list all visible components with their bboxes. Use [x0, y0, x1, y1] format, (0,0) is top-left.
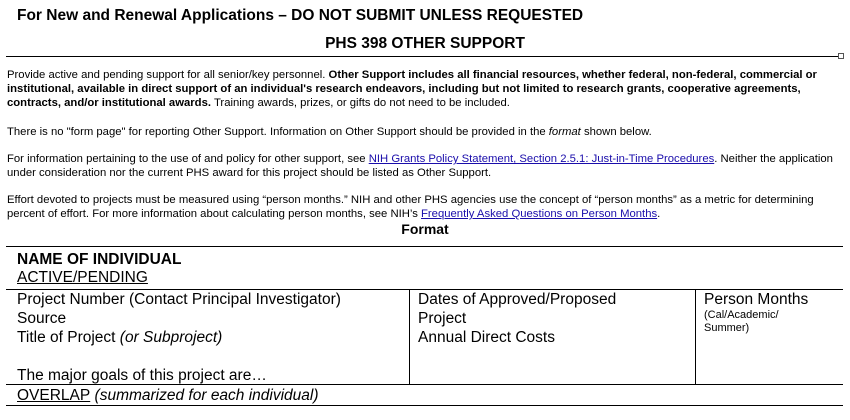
- annual-direct-costs-label: Annual Direct Costs: [418, 329, 555, 346]
- p1-bold-text: Other Support includes all financial resources, whether federal, non-federal, commercial or institutional, available in direct support of an individual's research endeavors, including but not limited to research grants, cooperative agreements, contracts, and/or institutional awards.: [7, 69, 817, 109]
- p3-tail-text: . Neither the application under consideration nor the current PHS award for this project should be listed as Other Support.: [7, 153, 833, 179]
- p2-lead-text: There is no "form page" for reporting Other Support. Information on Other Support should be provided in the: [7, 126, 549, 138]
- resize-handle-icon[interactable]: [838, 53, 844, 59]
- column-divider-1: [409, 289, 410, 384]
- format-top-rule: [6, 246, 843, 247]
- p1-tail-text: Training awards, prizes, or gifts do not need to be included.: [211, 97, 510, 109]
- format-heading: Format: [401, 221, 449, 237]
- person-months-subtypes: (Cal/Academic/ Summer): [704, 309, 779, 334]
- intro-paragraph-policy: [7, 152, 843, 180]
- overlap-row: [17, 386, 319, 405]
- intro-paragraph-effort: [7, 193, 843, 221]
- major-goals-label: The major goals of this project are…: [17, 367, 267, 384]
- p4-tail-text: .: [657, 208, 661, 220]
- project-label: Project: [418, 310, 467, 327]
- header-divider: [6, 56, 843, 57]
- grants-policy-link[interactable]: NIH Grants Policy Statement, Section 2.5.1: Just-in-Time Procedures: [368, 153, 715, 165]
- name-of-individual-label: NAME OF INDIVIDUAL: [17, 251, 182, 268]
- overlap-bottom-rule: [6, 405, 843, 406]
- dates-label: Dates of Approved/Proposed: [418, 291, 617, 308]
- project-title-italic: (or Subproject): [119, 329, 223, 346]
- intro-paragraph-format: [7, 125, 843, 139]
- p2-tail-text: shown below.: [580, 126, 652, 138]
- column-divider-2: [695, 289, 696, 384]
- p3-lead-text: For information pertaining to the use of and policy for other support, see: [7, 153, 369, 165]
- overlap-note: (summarized for each individual): [90, 387, 319, 404]
- active-pending-label: ACTIVE/PENDING: [17, 269, 148, 286]
- p1-lead-text: Provide active and pending support for all senior/key personnel.: [7, 69, 329, 81]
- project-title-lead: Title of Project: [17, 329, 120, 346]
- p2-italic-text: format: [548, 126, 581, 138]
- intro-paragraph-active-pending: [7, 68, 843, 110]
- source-label: Source: [17, 310, 67, 327]
- project-number-label: Project Number (Contact Principal Investigator): [17, 291, 341, 308]
- header-notice: For New and Renewal Applications – DO NOT SUBMIT UNLESS REQUESTED: [17, 7, 584, 24]
- person-months-label: Person Months: [704, 291, 809, 308]
- p4-lead-text: Effort devoted to projects must be measured using “person months.” NIH and other PHS agencies use the concept of “person months” as a metric for determining percent of effort. For more information about calculating person months, see NIH’s: [7, 194, 814, 220]
- person-months-faq-link[interactable]: Frequently Asked Questions on Person Months: [421, 208, 658, 220]
- overlap-label: OVERLAP: [17, 387, 91, 404]
- project-title-label: [17, 328, 222, 347]
- page-title: PHS 398 OTHER SUPPORT: [325, 35, 525, 52]
